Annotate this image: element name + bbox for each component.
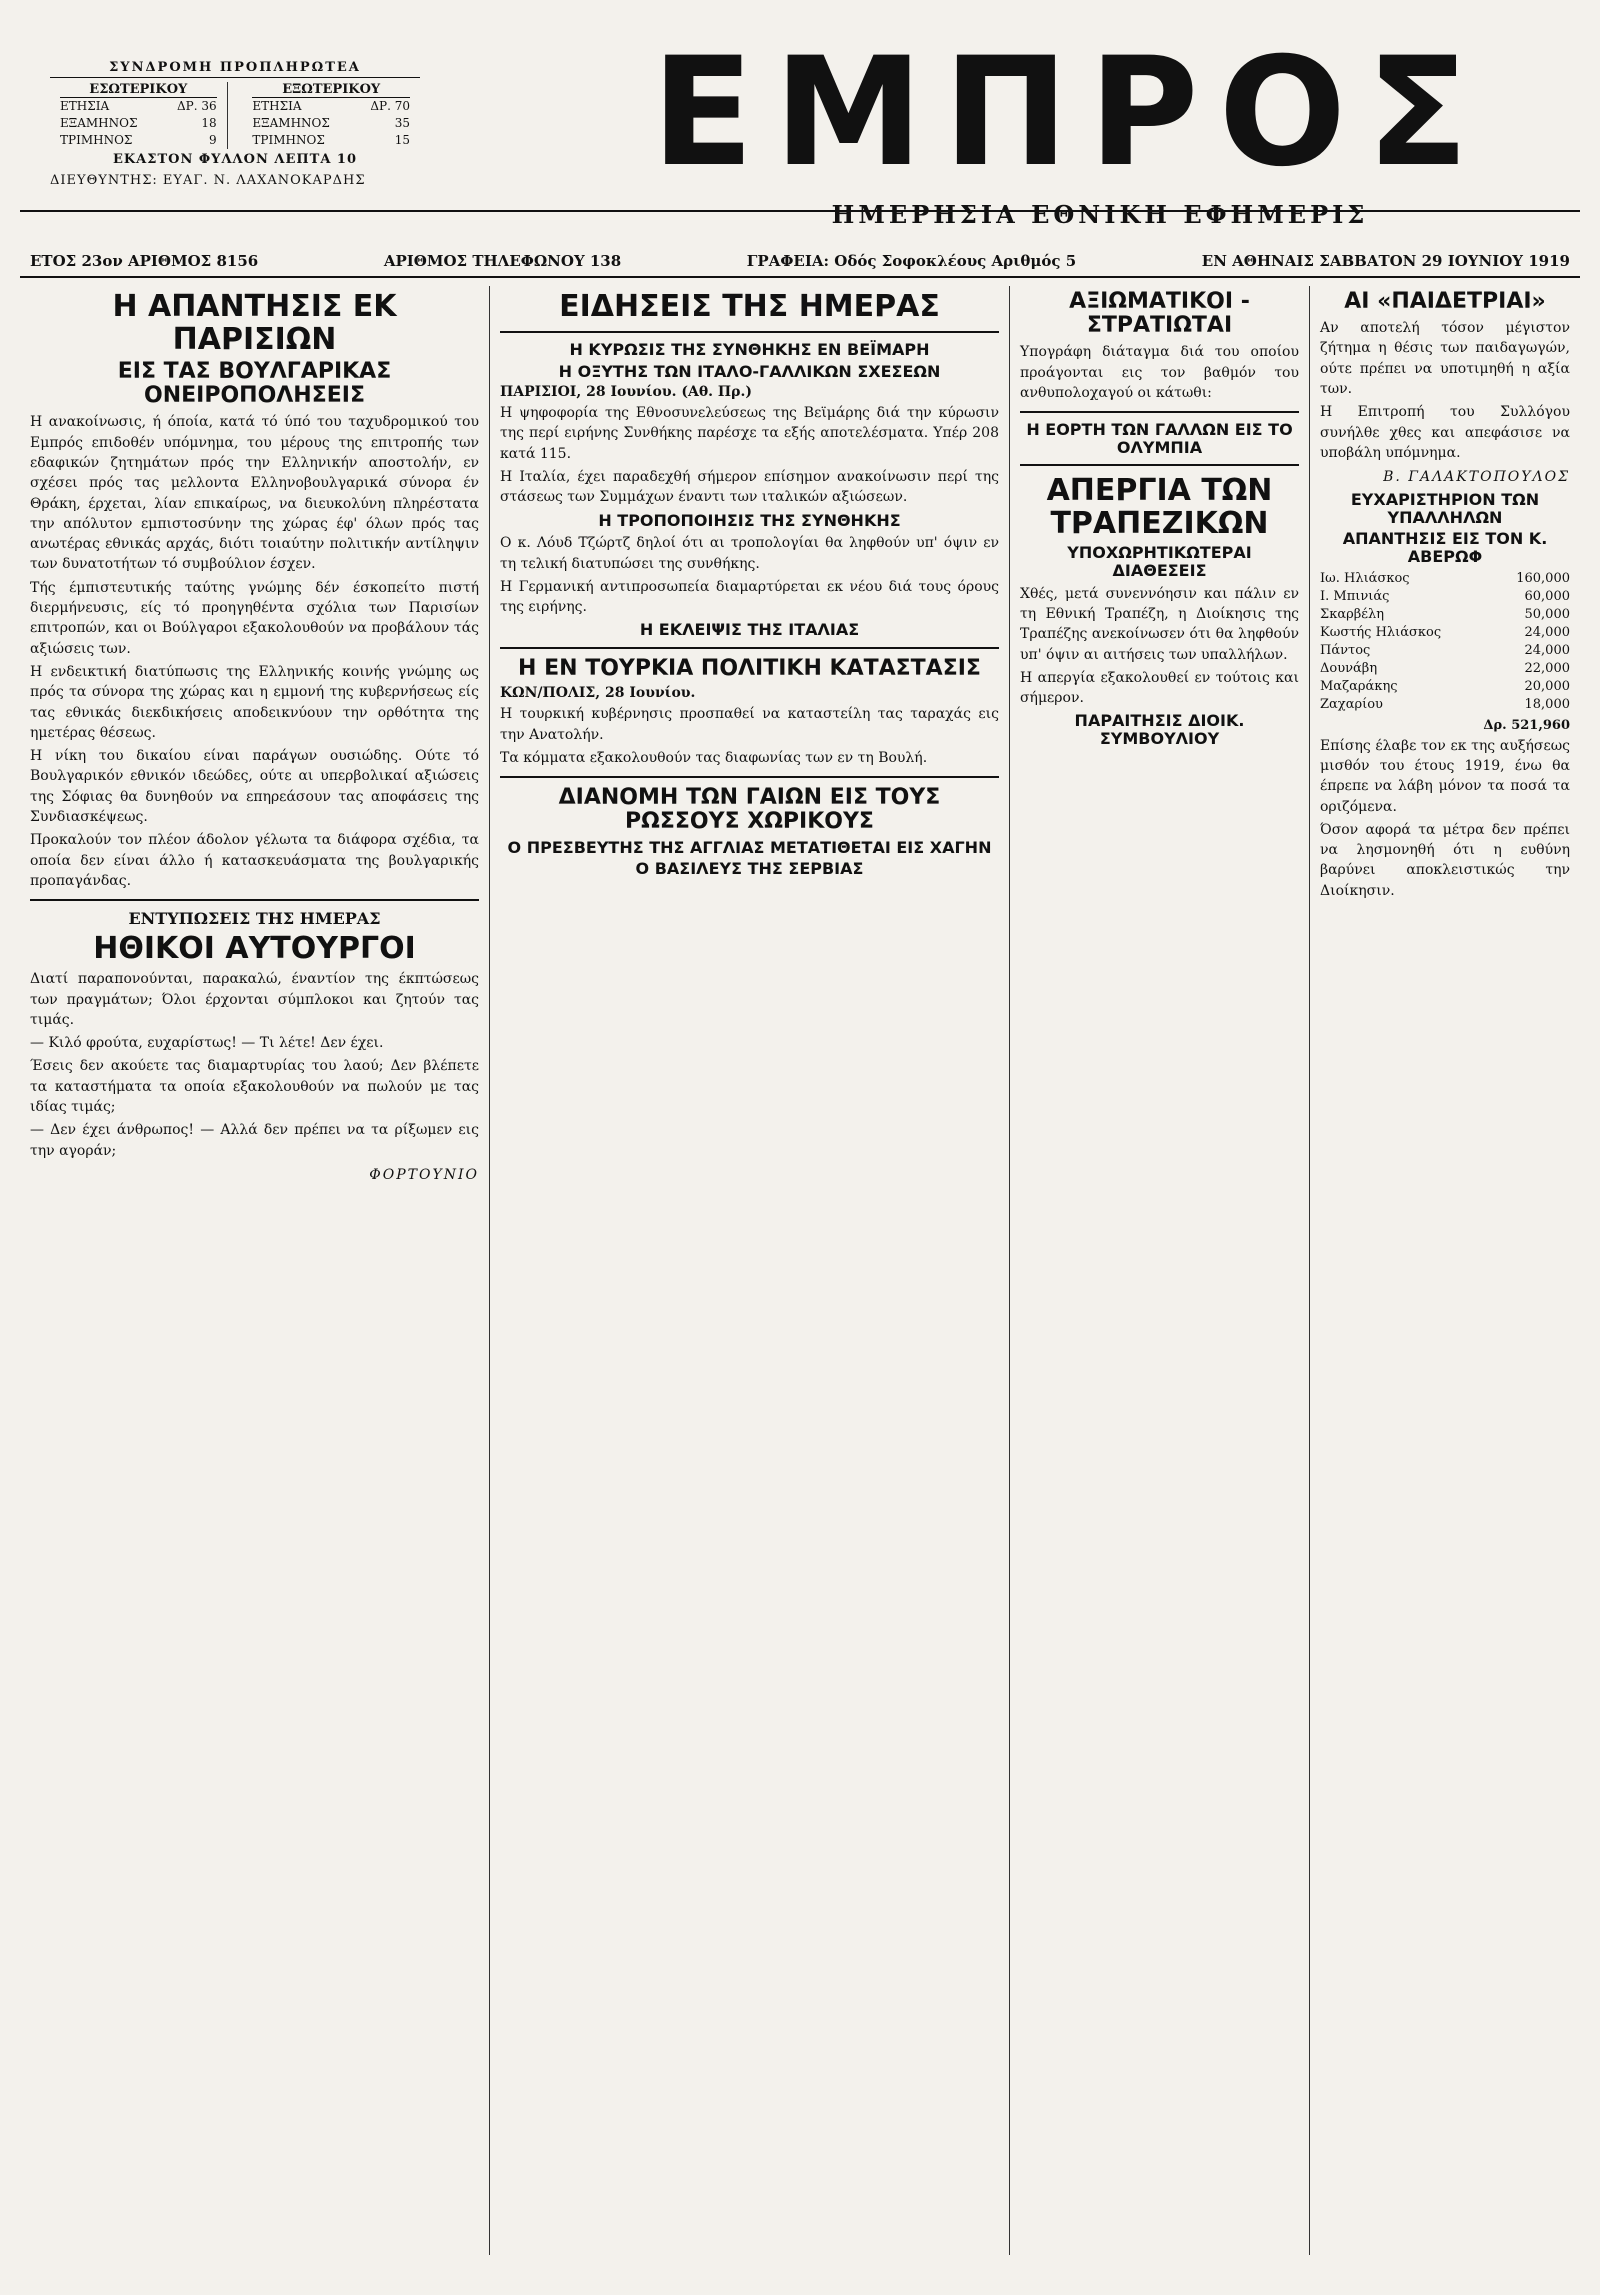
dateline: ΚΩΝ/ΠΟΛΙΣ, 28 Ιουνίου. [500, 685, 696, 702]
headline-serbian-king: Ο ΒΑΣΙΛΕΥΣ ΤΗΣ ΣΕΡΒΙΑΣ [635, 859, 864, 879]
interior-label: ΕΣΩΤΕΡΙΚΟΥ [60, 82, 217, 98]
subscription-title: ΣΥΝΔΡΟΜΗ ΠΡΟΠΛΗΡΩΤΕΑ [50, 60, 420, 78]
table-row: Ι. Μπινιάς 60,000 [1320, 588, 1570, 604]
column-3 [1010, 286, 1310, 2255]
divider [30, 899, 479, 901]
headline-italy: Η ΕΚΛΕΙΨΙΣ ΤΗΣ ΙΤΑΛΙΑΣ [639, 620, 860, 640]
column-1 [20, 286, 490, 2255]
article-paragraph: Επίσης έλαβε τον εκ της αυξήσεως μισθόν του έτους 1919, ένω θα έπρεπε να λάβη μόνον τα ποσά τα οριζόμενα. [1320, 737, 1570, 815]
headline-reply-averof: ΑΠΑΝΤΗΣΙΣ ΕΙΣ ΤΟΝ Κ. ΑΒΕΡΩΦ [1342, 529, 1548, 567]
article-paragraph: Χθές, μετά συνεννόησιν και πάλιν εν τη Εθνική Τραπέζη, η Διοίκησις της Τραπέζης ανεκοίνωσεν ότι θα ληφθούν υπ' όψιν αι αιτήσεις των υπαλλήλων. [1020, 585, 1299, 663]
table-row: Ζαχαρίου 18,000 [1320, 696, 1570, 712]
article-paragraph: Τα κόμματα εξακολουθούν τας διαφωνίας των εν τη Βουλή. [500, 749, 928, 766]
signature: ΦΟΡΤΟΥΝΙΟ [369, 1166, 479, 1183]
columns [20, 286, 1580, 2255]
article-paragraph: Όσον αφορά τα μέτρα δεν πρέπει να λησμονηθή ότι η ευθύνη βαρύνει αποκλειστικώς την Διοίκησιν. [1320, 821, 1570, 899]
article-paragraph: Η ψηφοφορία της Εθνοσυνελεύσεως της Βεϊμάρης διά την κύρωσιν της περί ειρήνης Συνθήκης παρέσχε τα εξής αποτελέσματα. Υπέρ 208 κατά 115. [500, 405, 999, 462]
subheadline-bulgarian: ΕΙΣ ΤΑΣ ΒΟΥΛΓΑΡΙΚΑΣ ΟΝΕΙΡΟΠΟΛΗΣΕΙΣ [117, 359, 392, 409]
headline-paidetriai: ΑΙ «ΠΑΙΔΕΤΡΙΑΙ» [1344, 289, 1546, 314]
article-paragraph: Η Επιτροπή του Συλλόγου συνήλθε χθες και απεφάσισε να υποβάλη υπόμνημα. [1320, 404, 1570, 461]
table-row: Πάντος 24,000 [1320, 642, 1570, 658]
signature: Β. ΓΑΛΑΚΤΟΠΟΥΛΟΣ [1383, 469, 1570, 486]
headline-italo-french: Η ΟΞΥΤΗΣ ΤΩΝ ΙΤΑΛΟ-ΓΑΛΛΙΚΩΝ ΣΧΕΣΕΩΝ [558, 361, 941, 381]
article-paragraph: Η νίκη του δικαίου είναι παράγων ουσιώδης. Ούτε τό Βουλγαρικόν εθνικόν ιδεώδες, ούτε αι υπερβολικαί αξιώσεις της Σόφιας θα δυνηθούν να επηρεάσουν τας αποφάσεις της Συνδιασκέψεως. [30, 748, 479, 826]
table-row: Σκαρβέλη 50,000 [1320, 606, 1570, 622]
exterior-label: ΕΞΩΤΕΡΙΚΟΥ [252, 82, 410, 98]
headline-ambassador: Ο ΠΡΕΣΒΕΥΤΗΣ ΤΗΣ ΑΓΓΛΙΑΣ ΜΕΤΑΤΙΘΕΤΑΙ ΕΙΣ ΧΑΓΗΝ [507, 837, 992, 857]
article-paragraph: Διατί παραπονούνται, παρακαλώ, έναντίον της έκπτώσεως των πραγμάτων; Όλοι έρχονται σύμπλοκοι και ζητούν τας τιμάς. [30, 971, 479, 1028]
section-news-of-day: ΕΙΔΗΣΕΙΣ ΤΗΣ ΗΜΕΡΑΣ [559, 289, 940, 324]
dateline: ΠΑΡΙΣΙΟΙ, 28 Ιουνίου. (Αθ. Πρ.) [500, 384, 752, 401]
headline-moral-authors: ΗΘΙΚΟΙ ΑΥΤΟΥΡΓΟΙ [93, 931, 416, 967]
table-row: Μαζαράκης 20,000 [1320, 678, 1570, 694]
column-4 [1310, 286, 1580, 2255]
offices: ΓΡΑΦΕΙΑ: Οδός Σοφοκλέους Αριθμός 5 [746, 252, 1077, 270]
headline-paris-reply: Η ΑΠΑΝΤΗΣΙΣ ΕΚ ΠΑΡΙΣΙΩΝ [112, 289, 397, 357]
article-paragraph: Ο κ. Λόυδ Τζώρτζ δηλοί ότι αι τροπολογίαι θα ληφθούν υπ' όψιν εν τη τελική διατυπώσει της συνθήκης. [500, 535, 999, 572]
issue-date: ΕΝ ΑΘΗΝΑΙΣ ΣΑΒΒΑΤΟΝ 29 ΙΟΥΝΙΟΥ 1919 [1201, 252, 1570, 270]
headline-officers: ΑΞΙΩΜΑΤΙΚΟΙ - ΣΤΡΑΤΙΩΤΑΙ [1069, 289, 1250, 339]
article-paragraph: Έσεις δεν ακούετε τας διαμαρτυρίας του λαού; Δεν βλέπετε τα καταστήματα τα οποία εξακολουθούν να πωλούν με τας ιδίας τιμάς; [30, 1058, 479, 1115]
article-paragraph: Η απεργία εξακολουθεί εν τούτοις και σήμερον. [1020, 669, 1299, 707]
headline-bank-strike: ΑΠΕΡΓΙΑ ΤΩΝ ΤΡΑΠΕΖΙΚΩΝ [1046, 473, 1273, 542]
article-paragraph: Η τουρκική κυβέρνησις προσπαθεί να καταστείλη τας ταραχάς εις την Ανατολήν. [500, 706, 999, 743]
article-paragraph: Η Ιταλία, έχει παραδεχθή σήμερον επίσημον ανακοίνωσιν περί της στάσεως των Συμμάχων έναντι των ιταλικών αξιώσεων. [500, 469, 999, 506]
headline-olympia: Η ΕΟΡΤΗ ΤΩΝ ΓΑΛΛΩΝ ΕΙΣ ΤΟ ΟΛΥΜΠΙΑ [1026, 420, 1293, 457]
article-paragraph: Η ενδεικτική διατύπωσις της Ελληνικής κοινής γνώμης ως πρός τα σύνορα της χώρας και η εμμονή της κυβερνήσεως είς τας εθνικάς διεκδικήσεις αποδεικνύουν την ορθότητα της ημετέρας θέσεως. [30, 663, 479, 741]
subheadline-bank-strike: ΥΠΟΧΩΡΗΤΙΚΩΤΕΡΑΙ ΔΙΑΘΕΣΕΙΣ [1067, 543, 1252, 581]
column-2 [490, 286, 1010, 2255]
table-total: Δρ. 521,960 [1483, 717, 1570, 733]
table-row: Κωστής Ηλιάσκος 24,000 [1320, 624, 1570, 640]
interior-prices: ΕΣΩΤΕΡΙΚΟΥ ΕΤΗΣΙΑ ΔΡ. 36 ΕΞΑΜΗΝΟΣ 18 ΤΡΙΜΗΝΟΣ 9 [50, 82, 228, 149]
section-impressions: ΕΝΤΥΠΩΣΕΙΣ ΤΗΣ ΗΜΕΡΑΣ [128, 909, 381, 929]
headline-thanks: ΕΥΧΑΡΙΣΤΗΡΙΟΝ ΤΩΝ ΥΠΑΛΛΗΛΩΝ [1350, 490, 1540, 527]
table-row: Δουνάβη 22,000 [1320, 660, 1570, 676]
article-paragraph: Υπογράφη διάταγμα διά του οποίου προάγονται εις τον βαθμόν του ανθυπολοχαγού οι κάτωθι: [1020, 344, 1299, 401]
masthead [20, 20, 1580, 229]
issue-number: ΕΤΟΣ 23ον ΑΡΙΘΜΟΣ 8156 [30, 252, 259, 270]
exterior-prices: ΕΞΩΤΕΡΙΚΟΥ ΕΤΗΣΙΑ ΔΡ. 70 ΕΞΑΜΗΝΟΣ 35 ΤΡΙΜΗΝΟΣ 15 [252, 82, 410, 147]
article-paragraph: Η Γερμανική αντιπροσωπεία διαμαρτύρεται εκ νέου διά τους όρους της ειρήνης. [500, 578, 999, 616]
headline-treaty-amendment: Η ΤΡΟΠΟΠΟΙΗΣΙΣ ΤΗΣ ΣΥΝΘΗΚΗΣ [598, 510, 901, 530]
newspaper-page [20, 20, 1580, 2255]
price-per-sheet: ΕΚΑΣΤΟΝ ΦΥΛΛΟΝ ΛΕΠΤΑ 10 [112, 152, 358, 167]
phone-number: ΑΡΙΘΜΟΣ ΤΗΛΕΦΩΝΟΥ 138 [383, 252, 622, 270]
amount-table [1320, 570, 1570, 714]
headline-board-resignation: ΠΑΡΑΙΤΗΣΙΣ ΔΙΟΙΚ. ΣΥΜΒΟΥΛΙΟΥ [1074, 711, 1245, 749]
article-paragraph: Η ανακοίνωσις, ή όποία, κατά τό ύπό του ταχυδρομικού του Εμπρός επιδοθέν υπόμνημα, του μέρους της επιτροπής των εδαφικών ζητημάτων πρός την Ελληνικήν αποστολήν, εν σχέσει πρός τας μελλοντα Ελληνοβουλγαρικά σύνορα έν Θράκη, έρχεται, λίαν επικαίρως, να διευκολύνη πληρέστατα την απόλυτον εμπιστοσύνην της χώρας έφ' όλων πρός τας ανωτέρας εθνικάς αρχάς, διότι τοιαύτην πολιτικήν αντίληψιν των δυνατοτήτων τό συμβούλιον έσχεν. [30, 414, 479, 573]
headline-land-distribution: ΔΙΑΝΟΜΗ ΤΩΝ ΓΑΙΩΝ ΕΙΣ ΤΟΥΣ ΡΩΣΣΟΥΣ ΧΩΡΙΚΟΥΣ [558, 785, 941, 835]
tagline: ΗΜΕΡΗΣΙΑ ΕΘΝΙΚΗ ΕΦΗΜΕΡΙΣ [831, 200, 1369, 229]
article-paragraph: — Κιλό φρούτα, ευχαρίστως! — Τι λέτε! Δεν έχει. [30, 1035, 384, 1052]
article-paragraph: — Δεν έχει άνθρωπος! — Αλλά δεν πρέπει να τα ρίξωμεν εις την αγοράν; [30, 1122, 479, 1159]
article-paragraph: Αν αποτελή τόσον μέγιστον ζήτημα η θέσις των παιδαγωγών, ούτε πρέπει να υποτιμηθή η αξία των. [1320, 320, 1570, 398]
headline-turkey: Η ΕΝ ΤΟΥΡΚΙΑ ΠΟΛΙΤΙΚΗ ΚΑΤΑΣΤΑΣΙΣ [518, 656, 981, 682]
newspaper-title: ΕΜΠΡΟΣ [651, 26, 1489, 200]
table-row: Ιω. Ηλιάσκος 160,000 [1320, 570, 1570, 586]
director: ΔΙΕΥΘΥΝΤΗΣ: ΕΥΑΓ. Ν. ΛΑΧΑΝΟΚΑΡΔΗΣ [50, 173, 366, 188]
headline-weimar: Η ΚΥΡΩΣΙΣ ΤΗΣ ΣΥΝΘΗΚΗΣ ΕΝ ΒΕΪΜΑΡΗ [569, 340, 930, 359]
article-paragraph: Προκαλούν τον πλέον άδολον γέλωτα τα διάφορα σχέδια, τα οποία δεν είναι άλλο ή κατασκευάσματα της βουλγαρικής προπαγάνδας. [30, 832, 479, 889]
article-paragraph: Τής έμπιστευτικής ταύτης γνώμης δέν έσκοπείτο πιστή διερμήνευσις, είς τό προηγηθέντα σχόλια των Παρισίων επιτροπών, και οι Βούλγαροι εξακολουθούν να προβάλουν τάς αξιώσεις των. [30, 579, 479, 657]
info-bar [20, 232, 1580, 278]
subscription-box [50, 60, 420, 188]
